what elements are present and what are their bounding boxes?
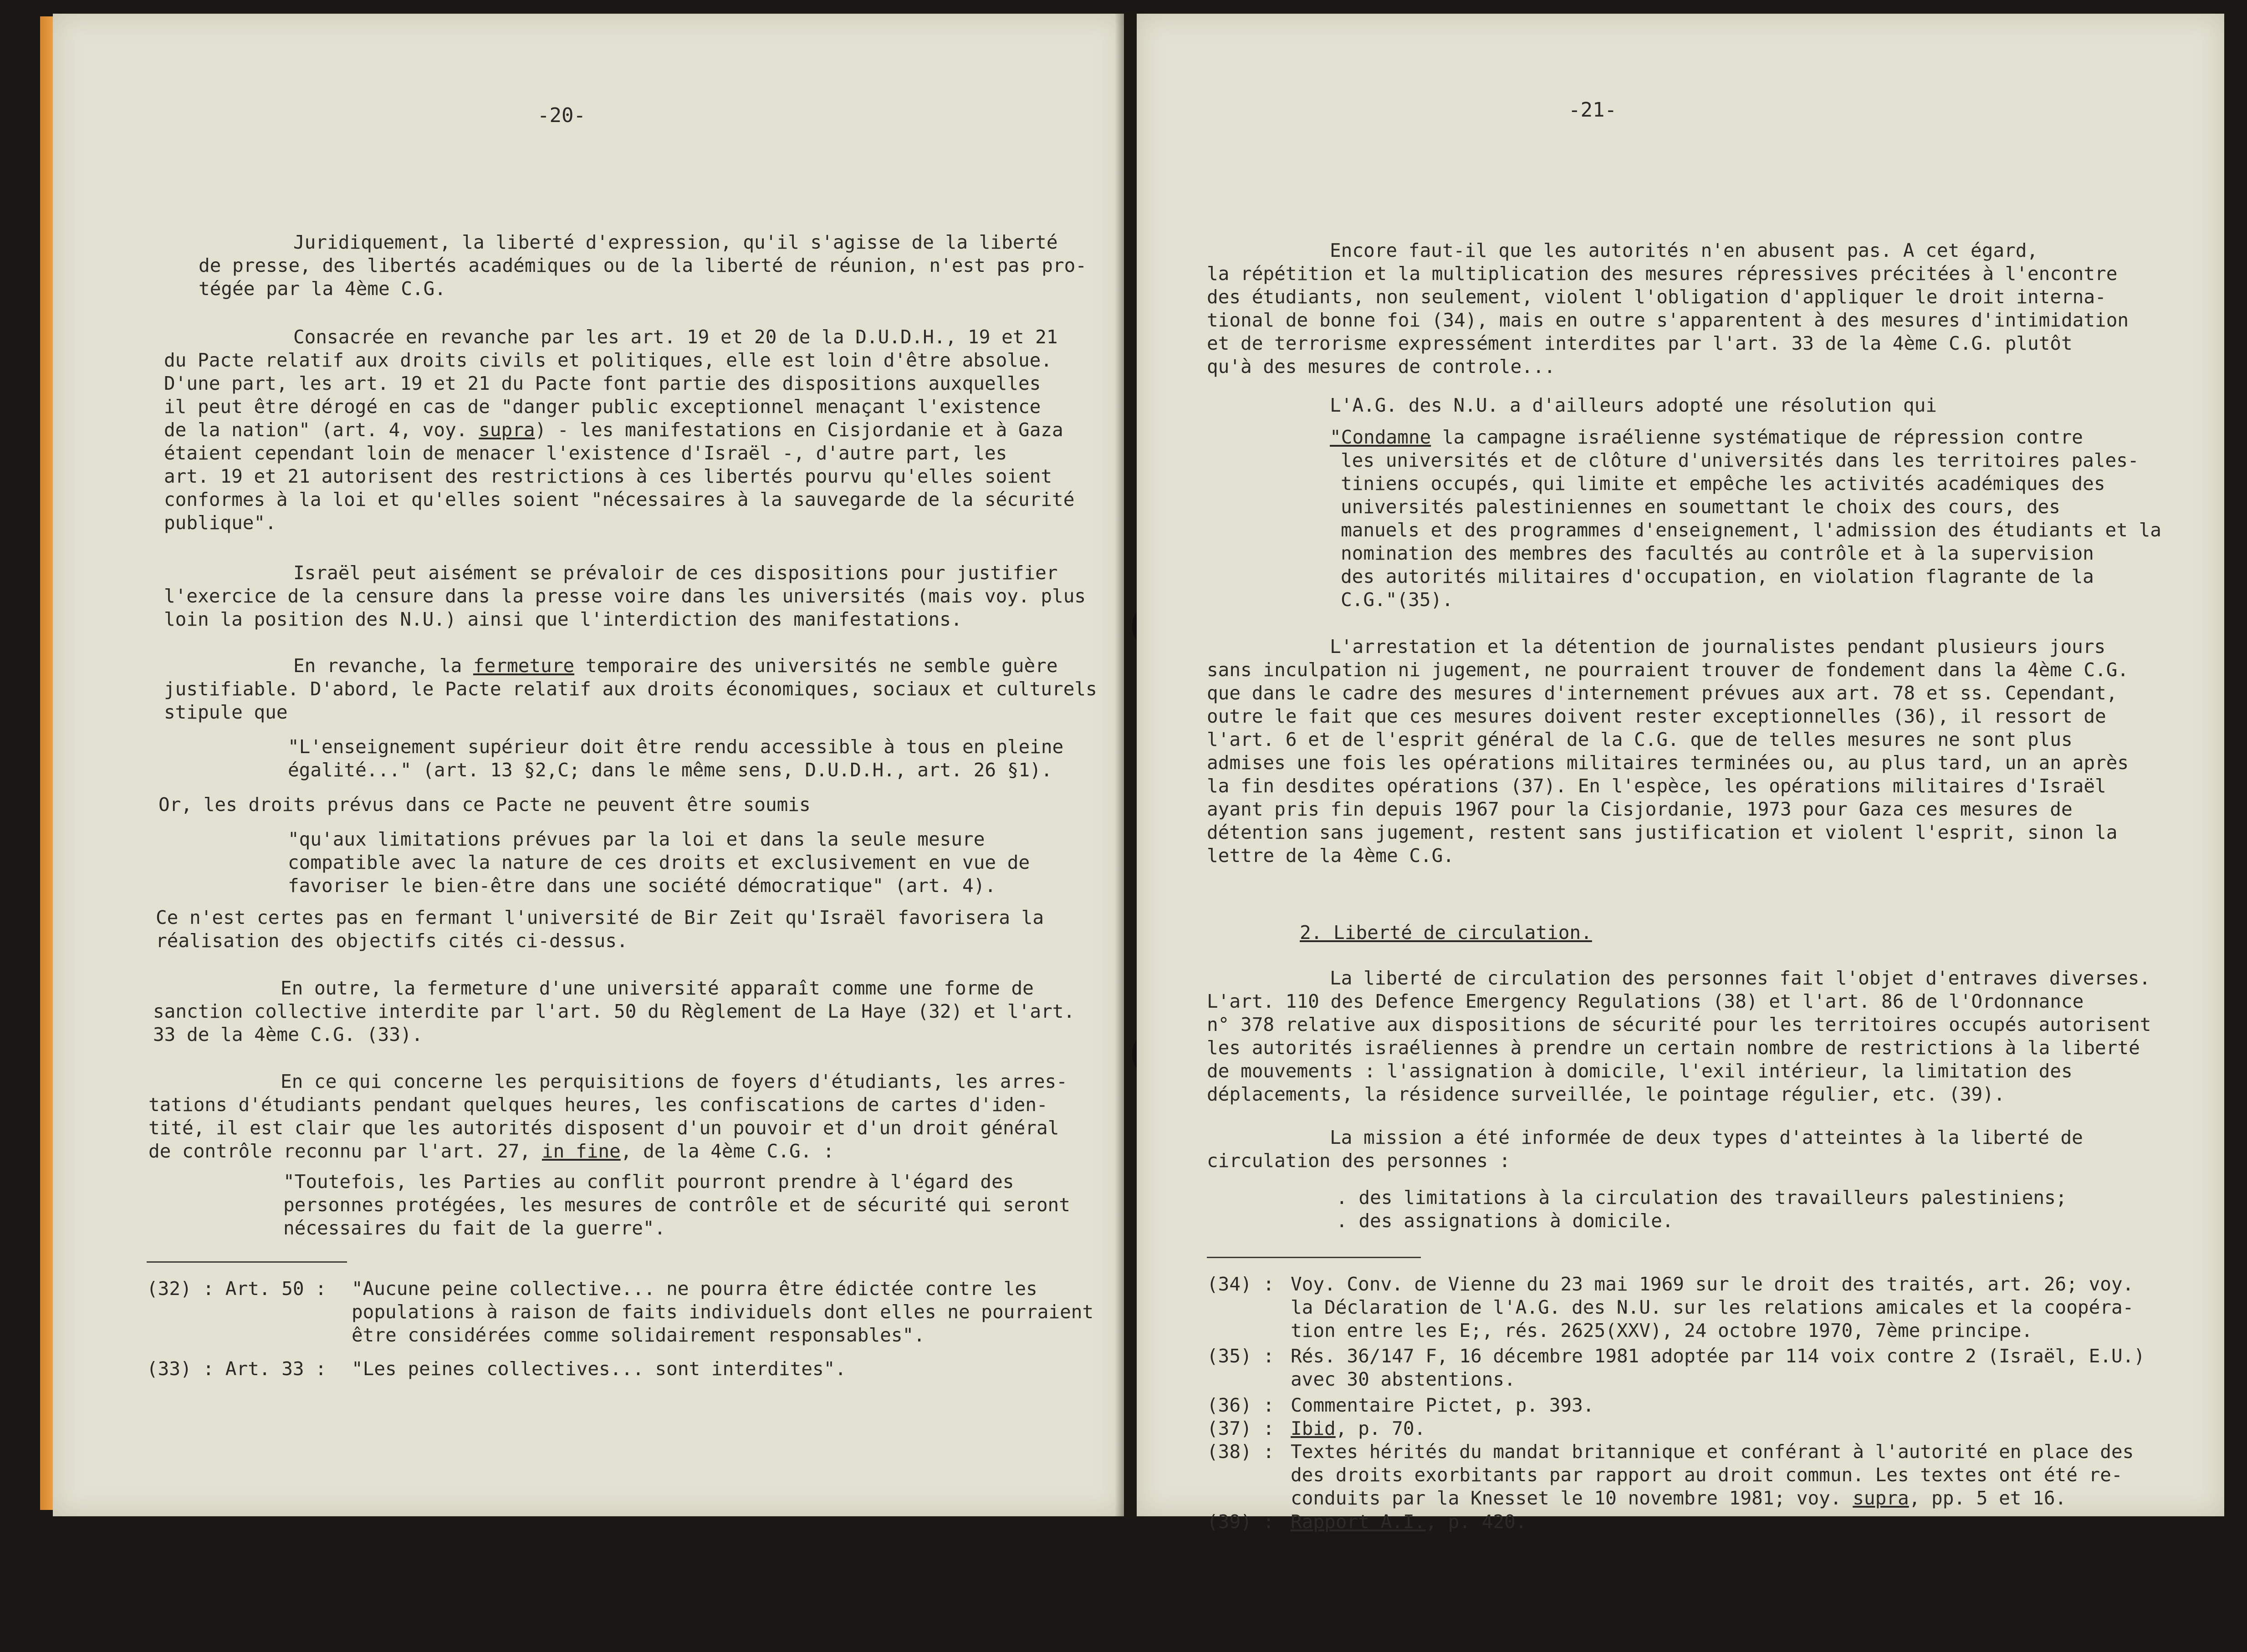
paragraph-line: les autorités israéliennes à prendre un certain nombre de restrictions à la liberté [1207,1037,2140,1059]
paragraph-line: tional de bonne foi (34), mais en outre s'apparentent à des mesures d'intimidation [1207,309,2129,331]
paragraph-line: détention sans jugement, restent sans justification et violent l'esprit, sinon la [1207,821,2118,843]
footnote-ref: (38) : [1207,1441,1275,1463]
paragraph-line: En outre, la fermeture d'une université apparaît comme une forme de [281,977,1034,999]
paragraph-line: la fin desdites opérations (37). En l'espèce, les opérations militaires d'Israël [1207,775,2106,797]
paragraph-line: et de terrorisme expressément interdites par l'art. 33 de la 4ème C.G. plutôt [1207,332,2073,354]
quote-line: "Toutefois, les Parties au conflit pourront prendre à l'égard des [283,1171,1014,1193]
paragraph-line: D'une part, les art. 19 et 21 du Pacte font partie des dispositions auxquelles [164,372,1041,394]
paragraph-line: L'A.G. des N.U. a d'ailleurs adopté une résolution qui [1330,394,1937,416]
quote-line: "qu'aux limitations prévues par la loi et dans la seule mesure [288,828,985,850]
paragraph-line: de mouvements : l'assignation à domicile, l'exil intérieur, la limitation des [1207,1060,2073,1082]
bullet-item: . des limitations à la circulation des travailleurs palestiniens; [1336,1187,2067,1208]
paragraph-line: des étudiants, non seulement, violent l'obligation d'appliquer le droit interna- [1207,286,2106,308]
footnote-ref: (36) : [1207,1394,1275,1416]
footnote-ref: (39) : [1207,1511,1275,1533]
ibid-reference: Ibid [1291,1417,1336,1439]
section-heading: 2. Liberté de circulation. [1300,922,1592,943]
footnote-line: Rés. 36/147 F, 16 décembre 1981 adoptée par 114 voix contre 2 (Israël, E.U.) [1291,1345,2145,1367]
quote-line: égalité..." (art. 13 §2,C; dans le même sens, D.U.D.H., art. 26 §1). [288,759,1052,781]
footnote-line: Commentaire Pictet, p. 393. [1291,1394,1594,1416]
supra-reference: supra [1853,1487,1909,1509]
supra-reference: supra [479,419,535,441]
footnote-line: "Aucune peine collective... ne pourra être édictée contre les [352,1278,1037,1300]
quote-line: nécessaires du fait de la guerre". [283,1217,666,1239]
bullet-item: . des assignations à domicile. [1336,1210,1674,1232]
paragraph-line: Encore faut-il que les autorités n'en abusent pas. A cet égard, [1330,240,2038,261]
paragraph-line: justifiable. D'abord, le Pacte relatif aux droits économiques, sociaux et culturels [164,678,1097,700]
paragraph-line: Israël peut aisément se prévaloir de ces dispositions pour justifier [293,562,1058,584]
paragraph-line: Ce n'est certes pas en fermant l'université de Bir Zeit qu'Israël favorisera la [156,907,1044,928]
paragraph-line: circulation des personnes : [1207,1150,1511,1172]
paragraph-line: Juridiquement, la liberté d'expression, qu'il s'agisse de la liberté [293,231,1058,253]
quote-line: tiniens occupés, qui limite et empêche les activités académiques des [1341,473,2105,495]
in-fine-reference: in fine [541,1140,621,1162]
footnote-line: tion entre les E;, rés. 2625(XXV), 24 octobre 1970, 7ème principe. [1291,1320,2033,1341]
footnote-separator [147,1261,347,1263]
paragraph-line: qu'à des mesures de controle... [1207,356,1556,377]
paragraph-line: art. 19 et 21 autorisent des restrictions à ces libertés pourvu qu'elles soient [164,465,1052,487]
footnote-line: Voy. Conv. de Vienne du 23 mai 1969 sur le droit des traités, art. 26; voy. [1291,1273,2134,1295]
quote-line: compatible avec la nature de ces droits et exclusivement en vue de [288,851,1030,873]
footnote-line: populations à raison de faits individuels dont elles ne pourraient [352,1301,1094,1323]
quote-line: "Condamne la campagne israélienne systématique de répression contre [1330,426,2083,448]
footnote-line: être considérées comme solidairement responsables". [352,1324,925,1346]
paragraph-line: n° 378 relative aux dispositions de sécurité pour les territoires occupés autorisent [1207,1014,2151,1035]
paragraph-line: publique". [164,512,276,534]
paragraph-line: réalisation des objectifs cités ci-dessus. [156,930,628,952]
emphasis-condamne: "Condamne [1330,426,1431,448]
paragraph-line: tations d'étudiants pendant quelques heures, les confiscations de cartes d'iden- [148,1094,1048,1116]
paragraph-line: 33 de la 4ème C.G. (33). [153,1024,423,1045]
quote-line: universités palestiniennes en soumettant le choix des cours, des [1341,496,2060,518]
paragraph-line: du Pacte relatif aux droits civils et politiques, elle est loin d'être absolue. [164,349,1052,371]
paragraph-line: sanction collective interdite par l'art. 50 du Règlement de La Haye (32) et l'art. [153,1000,1075,1022]
footnote-ref: (35) : [1207,1345,1275,1367]
paragraph-line: lettre de la 4ème C.G. [1207,845,1455,867]
paragraph-line: Consacrée en revanche par les art. 19 et 20 de la D.U.D.H., 19 et 21 [293,326,1058,348]
paragraph-line: la répétition et la multiplication des mesures répressives précitées à l'encontre [1207,263,2118,285]
footnote-ref: (33) : Art. 33 : [147,1358,327,1380]
quote-line: "L'enseignement supérieur doit être rendu accessible à tous en pleine [288,736,1064,758]
quote-line: C.G."(35). [1341,589,1453,611]
paragraph-line: sans inculpation ni jugement, ne pourraient trouver de fondement dans la 4ème C.G. [1207,659,2129,681]
footnote-line: avec 30 abstentions. [1291,1368,1516,1390]
quote-line: les universités et de clôture d'universités dans les territoires pales- [1341,449,2139,471]
book-edge [40,16,53,1510]
paragraph-line: stipule que [164,701,288,723]
paragraph-line: Or, les droits prévus dans ce Pacte ne peuvent être soumis [158,794,811,816]
paragraph-line: que dans le cadre des mesures d'internement prévues aux art. 78 et ss. Cependant, [1207,682,2118,704]
paragraph-line: de la nation" (art. 4, voy. supra) - les manifestations en Cisjordanie et à Gaza [164,419,1063,441]
quote-line: personnes protégées, les mesures de contrôle et de sécurité qui seront [283,1194,1070,1216]
quote-line: nomination des membres des facultés au contrôle et à la supervision [1341,542,2094,564]
paragraph-line: L'art. 110 des Defence Emergency Regulations (38) et l'art. 86 de l'Ordonnance [1207,990,2084,1012]
right-page [1137,14,2224,1533]
footnote-line: des droits exorbitants par rapport au droit commun. Les textes ont été re- [1291,1464,2123,1486]
footnote-ref: (32) : Art. 50 : [147,1278,327,1300]
footnote-ref: (37) : [1207,1417,1275,1439]
footnote-line: Ibid, p. 70. [1291,1417,1426,1439]
footnote-separator [1207,1257,1421,1258]
quote-line: manuels et des programmes d'enseignement, l'admission des étudiants et la [1341,519,2161,541]
emphasis-fermeture: fermeture [473,655,575,677]
paragraph-line: En ce qui concerne les perquisitions de foyers d'étudiants, les arres- [281,1071,1067,1092]
footnote-line: la Déclaration de l'A.G. des N.U. sur les relations amicales et la coopéra- [1291,1296,2134,1318]
paragraph-line: de contrôle reconnu par l'art. 27, in fine, de la 4ème C.G. : [148,1140,834,1162]
page-number: -20- [537,104,586,127]
paragraph-line: déplacements, la résidence surveillée, le pointage régulier, etc. (39). [1207,1083,2005,1105]
paragraph-line: de presse, des libertés académiques ou de la liberté de réunion, n'est pas pro- [199,255,1087,276]
quote-line: favoriser le bien-être dans une société démocratique" (art. 4). [288,875,996,897]
report-reference: Rapport A.I. [1291,1511,1426,1533]
paragraph-line: conformes à la loi et qu'elles soient "nécessaires à la sauvegarde de la sécurité [164,489,1075,510]
paragraph-line: l'art. 6 et de l'esprit général de la C.G. que de telles mesures ne sont plus [1207,729,2073,750]
page-number: -21- [1568,98,1617,122]
paragraph-line: ayant pris fin depuis 1967 pour la Cisjordanie, 1973 pour Gaza ces mesures de [1207,798,2073,820]
paragraph-line: admises une fois les opérations militaires terminées ou, au plus tard, un an après [1207,752,2129,774]
footnote-line: "Les peines collectives... sont interdites". [352,1358,847,1380]
footnote-line: Textes hérités du mandat britannique et conférant à l'autorité en place des [1291,1441,2134,1463]
paragraph-line: L'arrestation et la détention de journalistes pendant plusieurs jours [1330,636,2106,658]
paragraph-line: En revanche, la fermeture temporaire des universités ne semble guère [293,655,1058,677]
footnote-line: Rapport A.I., p. 420. [1291,1511,1527,1533]
paragraph-line: étaient cependant loin de menacer l'existence d'Israël -, d'autre part, les [164,442,1007,464]
paragraph-line: loin la position des N.U.) ainsi que l'interdiction des manifestations. [164,608,962,630]
paragraph-line: outre le fait que ces mesures doivent rester exceptionnelles (36), il ressort de [1207,705,2106,727]
paragraph-line: tité, il est clair que les autorités disposent d'un pouvoir et d'un droit général [148,1117,1059,1139]
paragraph-line: l'exercice de la censure dans la presse voire dans les universités (mais voy. plus [164,585,1086,607]
left-page [53,14,1124,1516]
footnote-line: conduits par la Knesset le 10 novembre 1981; voy. supra, pp. 5 et 16. [1291,1487,2067,1509]
paragraph-line: il peut être dérogé en cas de "danger public exceptionnel menaçant l'existence [164,396,1041,418]
paragraph-line: tégée par la 4ème C.G. [199,278,446,300]
paragraph-line: La mission a été informée de deux types d'atteintes à la liberté de [1330,1127,2083,1148]
quote-line: des autorités militaires d'occupation, en violation flagrante de la [1341,566,2094,587]
footnote-ref: (34) : [1207,1273,1275,1295]
paragraph-line: La liberté de circulation des personnes fait l'objet d'entraves diverses. [1330,967,2150,989]
